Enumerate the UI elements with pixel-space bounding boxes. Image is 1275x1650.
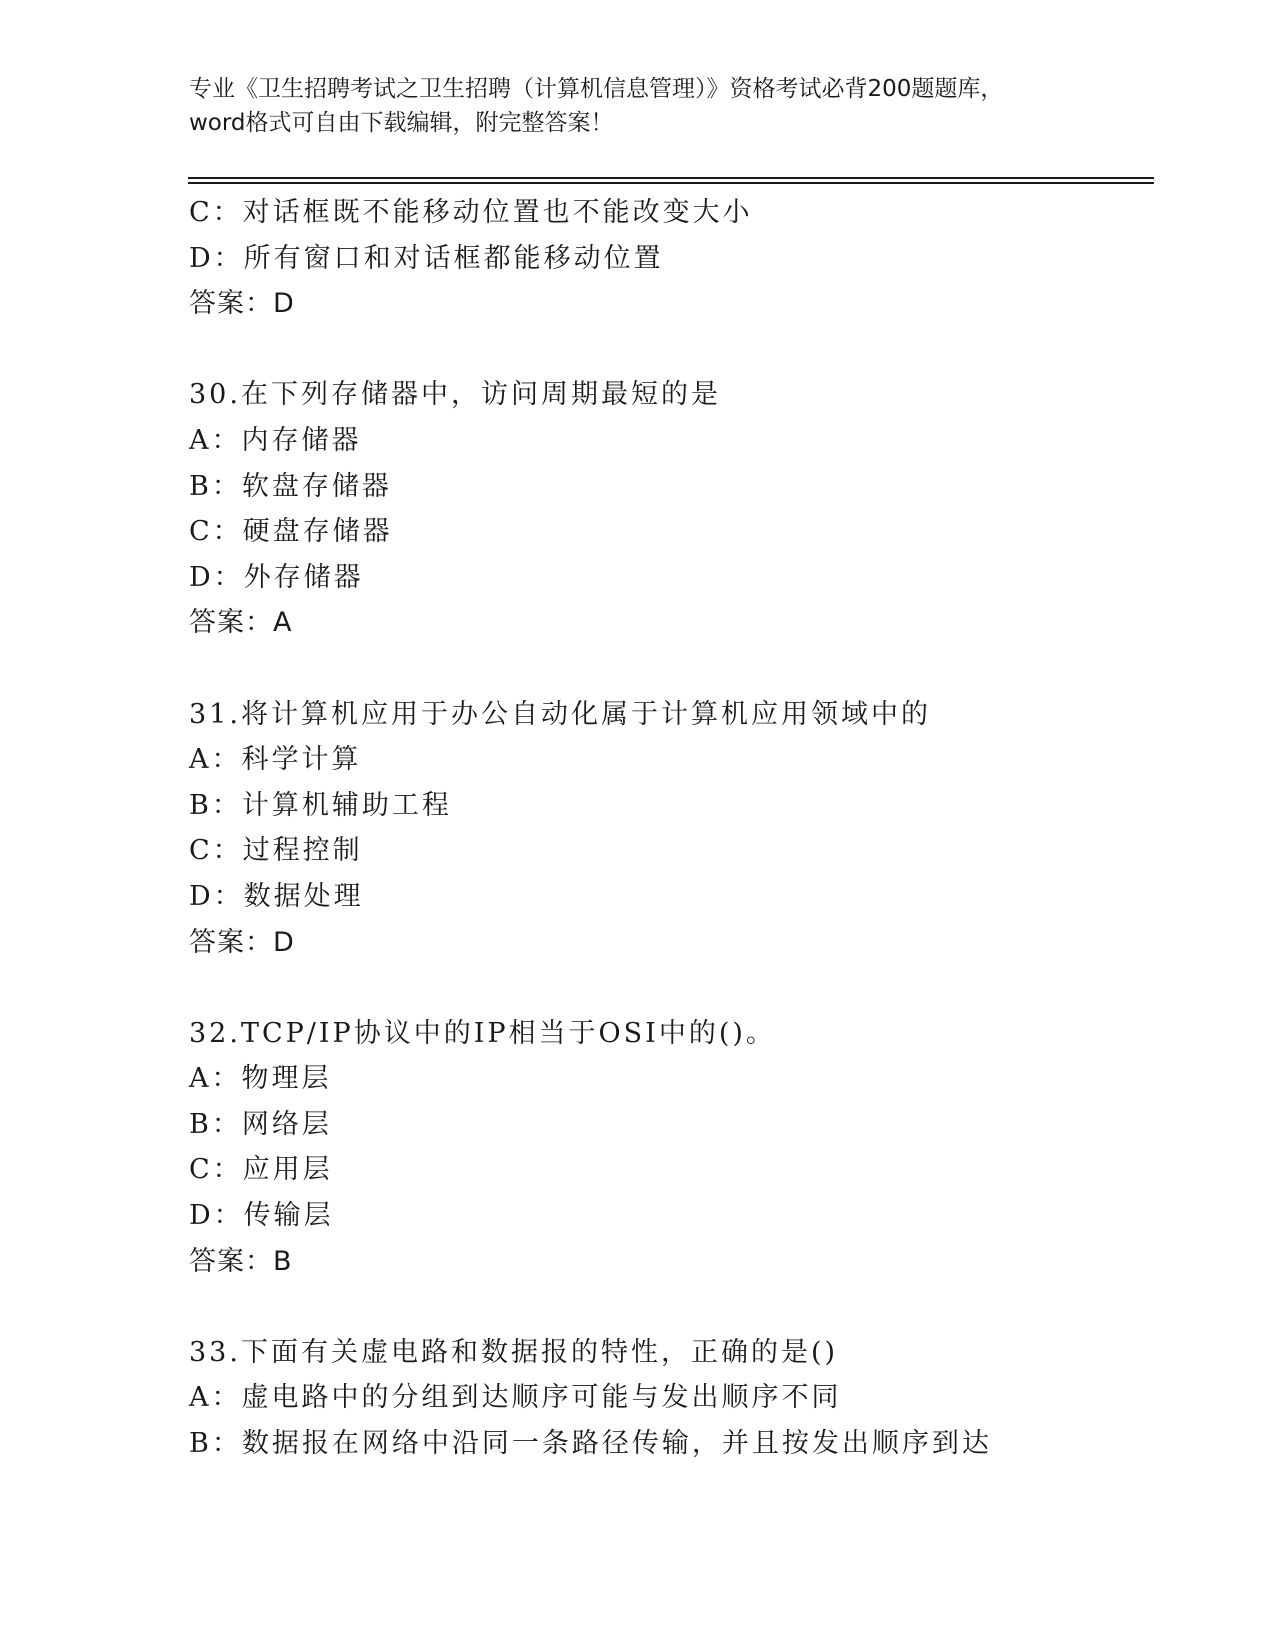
question-32 [189,1011,1169,1285]
header-title-line-2: word格式可自由下载编辑，附完整答案！ [189,110,614,136]
header-divider-top [188,177,1154,179]
question-stem: 31.将计算机应用于办公自动化属于计算机应用领域中的 [189,698,931,730]
option-c: C：对话框既不能移动位置也不能改变大小 [189,197,753,228]
answer-line: 答案：D [189,288,295,320]
spacer [189,327,1169,373]
option-d: D：数据处理 [189,880,364,912]
option-a: A：科学计算 [189,744,362,776]
document-header [189,72,1089,140]
option-d: D：传输层 [189,1200,334,1232]
option-d: D：所有窗口和对话框都能移动位置 [189,242,664,274]
option-b: B：数据报在网络中沿同一条路径传输，并且按发出顺序到达 [189,1428,992,1460]
option-b: B：网络层 [189,1108,332,1140]
header-divider-bottom [188,182,1154,184]
spacer [189,646,1169,692]
option-c: C：应用层 [189,1154,333,1186]
spacer [189,965,1169,1011]
option-a: A：物理层 [189,1063,332,1095]
answer-line: 答案：B [189,1245,293,1277]
spacer [189,1284,1169,1330]
question-list [189,190,1169,1467]
question-30 [189,372,1169,646]
option-a: A：内存储器 [189,424,362,456]
option-b: B：软盘存储器 [189,470,392,502]
prev-question-block [189,190,1169,327]
question-31 [189,692,1169,966]
answer-line: 答案：A [189,607,293,639]
question-stem: 32.TCP/IP协议中的IP相当于OSI中的()。 [189,1017,776,1049]
option-b: B：计算机辅助工程 [189,789,452,821]
option-c: C：硬盘存储器 [189,516,393,548]
option-a: A：虚电路中的分组到达顺序可能与发出顺序不同 [189,1382,842,1414]
question-stem: 33.下面有关虚电路和数据报的特性，正确的是() [189,1336,839,1368]
question-stem: 30.在下列存储器中，访问周期最短的是 [189,379,721,411]
answer-line: 答案：D [189,926,295,958]
header-title-line-1: 专业《卫生招聘考试之卫生招聘（计算机信息管理）》资格考试必背200题题库， [189,76,1004,102]
option-d: D：外存储器 [189,561,364,593]
option-c: C：过程控制 [189,835,363,867]
question-33 [189,1330,1169,1467]
